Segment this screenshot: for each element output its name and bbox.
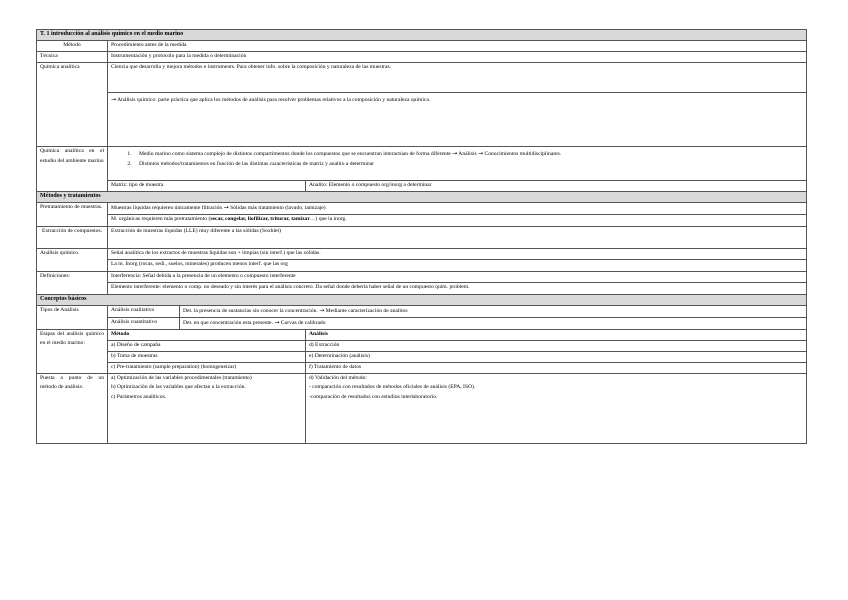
arrow-icon: → [274, 318, 280, 326]
etapas-left-0: a) Diseño de campaña [108, 340, 306, 351]
etapas-right-2: f) Tratamiento de datos [306, 362, 807, 373]
tecnica-label: Técnica [37, 52, 108, 63]
etapas-left-2: c) Pre-tratamiento (sample preparation) (homogeneizar) [108, 362, 306, 373]
arrow-icon: → [452, 150, 458, 157]
quimica-analitica-text1: Ciencia que desarrolla y mejora métodos e instruments. Para obtener info. sobre la composición y naturaleza de las muestras. [108, 63, 807, 93]
puesta-left-2: c) Parámetros analíticos. [111, 394, 167, 401]
puesta-left-1: b) Optimización de las variables que afectan a la extracción. [111, 384, 246, 391]
cualitativo-text [180, 305, 807, 317]
cuantitativo-label: Análisis cuantitativo [108, 317, 180, 329]
list-item [133, 160, 803, 170]
cualitativo-text-b: Mediante caracterización de analitos [325, 307, 408, 314]
pretratamiento-line2-bold: secar, congelar, liofilizar, triturar, tamizar [210, 215, 310, 222]
arrow-icon: → [223, 204, 229, 211]
list-item-text: Análisis [458, 151, 477, 157]
section-metodos: Métodos y tratamientos [37, 192, 807, 203]
definiciones-line2: Elemento interferente: elemento o comp. no deseado y sin interés para el análisis concreto. Da señal donde debería haber señal de un compuesto quím. problem. [108, 282, 807, 294]
puesta-right-cell [306, 373, 807, 443]
arrow-icon: → [319, 306, 325, 314]
metodo-label: Método [37, 41, 108, 52]
etapas-col-analisis: Análisis [306, 329, 807, 340]
summary-table [36, 29, 807, 444]
analisis-line2: La m. Inorg (rocas, sedi., suelos, minerales) producen menos interf. que las org [108, 259, 807, 271]
quimica-analitica-text2-cell [108, 93, 807, 147]
puesta-right-0: d) Validación del método: [309, 374, 367, 381]
cuantitativo-text-a: Det. en que concentración esta presente. [183, 319, 273, 326]
puesta-right-1: - comparación con resultados de métodos oficiales de análisis (EPA, ISO). [309, 384, 476, 391]
quimica-estudio-list-cell [108, 147, 807, 181]
definiciones-label: Definiciones: [37, 271, 108, 294]
pretratamiento-line1 [108, 203, 807, 215]
cualitativo-label: Análisis cualitativo [108, 305, 180, 317]
analito-text: Analito: Elemento o compuesto org/inorg a determinar [306, 181, 807, 192]
etapas-left-1: b) Toma de muestras [108, 351, 306, 362]
cualitativo-text-a: Det. la presencia de sustancias sin conocer la concentración. [183, 307, 318, 314]
pretratamiento-line2 [108, 214, 807, 226]
document-page [36, 29, 806, 444]
quimica-estudio-list [111, 149, 803, 170]
pretratamiento-line2-b: …) que la inorg. [309, 215, 347, 222]
extraccion-label: Extracción de compuestos. [37, 226, 108, 248]
list-item-text: Medio marino como sistema complejo de distintos compartimentos donde los compuestos que se encuentran interactúan de forma diferente [139, 151, 451, 157]
analisis-label: Análisis químico. [37, 248, 108, 271]
metodo-text: Procedimiento antes de la medida [108, 41, 807, 52]
list-item-text: Conocimientos multidisciplinares. [484, 151, 562, 157]
section-conceptos: Conceptos básicos [37, 294, 807, 305]
puesta-left-cell [108, 373, 306, 443]
analisis-line1: Señal analítica de los extractos de muestras líquidas son + limpias (sin interf.) que las sólidas. [108, 248, 807, 259]
pretratamiento-label: Pretratamiento de muestras. [37, 203, 108, 227]
pretratamiento-line1-a: Muestras líquidas requieren únicamente filtración [111, 205, 223, 211]
table-title: T. 1 introducción al análisis químico en el medio marino [37, 30, 807, 41]
pretratamiento-line2-a: M. orgánicas requieren más pretratamiento ( [111, 215, 211, 222]
quimica-analitica-label: Química analítica [37, 63, 108, 147]
cuantitativo-text-b: Curvas de calibrado [280, 319, 326, 326]
matriz-text: Matriz: tipo de muestra [108, 181, 306, 192]
etapas-col-metodo: Método [108, 329, 306, 340]
list-item [133, 149, 803, 160]
puesta-left-0: a) Optimización de las variables procedimentales (tratamiento) [111, 374, 252, 381]
etapas-label: Etapas del análisis químico en el medio marino: [37, 329, 108, 373]
etapas-right-0: d) Extracción [306, 340, 807, 351]
tecnica-text: Instrumentación y protocolo para la medida o determinación [108, 52, 807, 63]
pretratamiento-line1-b: Sólidas más tratamiento (lavado, tamizaje) [230, 205, 326, 211]
etapas-right-1: e) Determinación (análisis) [306, 351, 807, 362]
puesta-right-2: -comparación de resultados con estudios interlaboratorio. [309, 394, 438, 401]
extraccion-text: Extracción de muestras líquidas (LLE) muy diferente a las sólidas (Soxhlet) [108, 226, 807, 248]
tipos-label: Tipos de Análisis [37, 305, 108, 329]
quimica-estudio-label: Química analítica en el estudio del ambiente marino [37, 147, 108, 192]
puesta-label: Puesta a punto de un método de análisis: [37, 373, 108, 443]
list-item-text: Distintos métodos/tratamientos en función de las distintas características de matriz y analito a determinar [139, 160, 375, 167]
quimica-analitica-text2: Análisis químico: parte práctica que aplica los métodos de análisis para resolver problemas relativos a la composición y naturaleza química. [117, 97, 431, 103]
arrow-icon: → [111, 96, 117, 103]
cuantitativo-text [180, 317, 807, 329]
arrow-icon: → [478, 150, 484, 157]
definiciones-line1: Interferencia: Señal debida a la presencia de un elemento o compuesto interferente [108, 271, 807, 282]
